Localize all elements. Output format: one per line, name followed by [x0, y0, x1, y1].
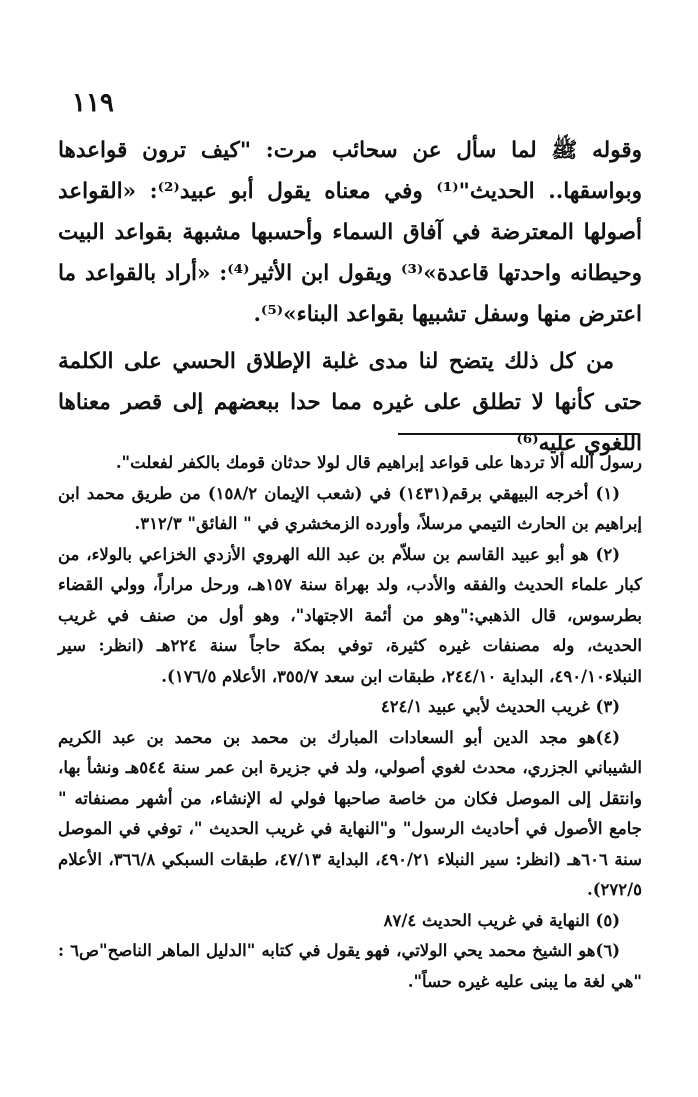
page-number: ١١٩ — [72, 88, 114, 118]
footnotes — [58, 448, 642, 997]
footnote-continuation: رسول الله ألا تردها على قواعد إبراهيم قال لولا حدثان قومك بالكفر لفعلت". — [115, 453, 642, 472]
footnote-1: (١) أخرجه البيهقي برقم(١٤٣١) في (شعب الإيمان ١٥٨/٢) من طريق محمد ابن إبراهيم بن الحارث التيمي مرسلاً، وأورده الزمخشري في " الفائق" ٣١٢/٣. — [58, 483, 642, 533]
footnote-5: (٥) النهاية في غريب الحديث ٨٧/٤ — [383, 910, 620, 930]
footnote-2: (٢) هو أبو عبيد القاسم بن سلاّم بن عبد الله الهروي الأزدي الخزاعي بالولاء، من كبار علماء الحديث والفقه والأدب، ولد بهراة سنة ١٥٧هـ، ورحل مراراً، وولي القضاء بطرسوس، قال الذهبي:"وهو من أئمة الاجتهاد"، وهو أول من صنف في غريب الحديث، وله مصنفات غيره كثيرة، توفي بمكة حاجاً سنة ٢٢٤هـ (انظر: سير النبلاء٤٩٠/١٠، البداية ٢٤٤/١٠، طبقات ابن سعد ٣٥٥/٧، الأعلام ١٧٦/٥). — [58, 544, 642, 686]
paragraph-2: من كل ذلك يتضح لنا مدى غلبة الإطلاق الحسي على الكلمة حتى كأنها لا تطلق على غيره مما حدا ببعضهم إلى قصر معناها اللغوي عليه⁽⁶⁾ — [58, 349, 642, 456]
paragraph-1: وقوله ﷺ لما سأل عن سحائب مرت: "كيف ترون قواعدها وبواسقها.. الحديث"⁽¹⁾ وفي معناه يقول أبو عبيد⁽²⁾: «القواعد أصولها المعترضة في آفاق السماء وأحسبها مشبهة بقواعد البيت وحيطانه واحدتها قاعدة»⁽³⁾ ويقول ابن الأثير⁽⁴⁾: «أراد بالقواعد ما اعترض منها وسفل تشبيها بقواعد البناء»⁽⁵⁾. — [58, 138, 643, 327]
main-text — [58, 130, 642, 470]
footnote-separator — [398, 433, 638, 435]
footnote-6: (٦)هو الشيخ محمد يحي الولاتي، فهو يقول في كتابه "الدليل الماهر الناصح"ص٦ : "هي لغة ما يبنى عليه غيره حساً". — [58, 941, 642, 991]
footnote-3: (٣) غريب الحديث لأبي عبيد ٤٢٤/١ — [380, 697, 620, 716]
footnote-4: (٤)هو مجد الدين أبو السعادات المبارك بن محمد بن محمد بن عبد الكريم الشيباني الجزري، محدث لغوي أصولي، ولد في جزيرة ابن عمر سنة ٥٤٤هـ ونشأ بها، وانتقل إلى الموصل فكان من خاصة صاحبها فولي له الإنشاء، من أشهر مصنفاته " جامع الأصول في أحاديث الرسول" و"النهاية في غريب الحديث "، توفي في الموصل سنة ٦٠٦هـ (انظر: سير النبلاء ٤٩٠/٢١، البداية ٤٧/١٣، طبقات السبكي ٣٦٦/٨، الأعلام ٢٧٢/٥). — [58, 727, 642, 899]
